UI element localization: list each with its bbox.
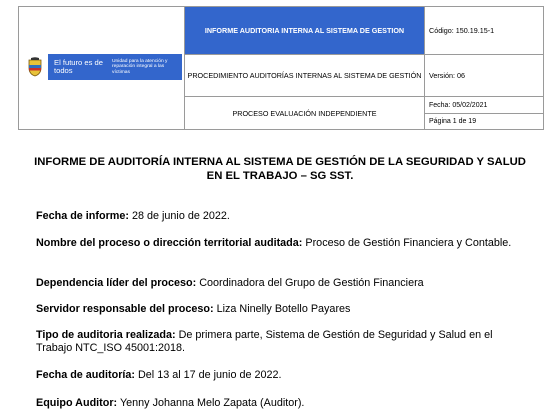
field-label: Servidor responsable del proceso:	[36, 303, 214, 315]
field-value: Del 13 al 17 de junio de 2022.	[135, 369, 282, 381]
logo-cell	[19, 7, 185, 130]
report-title-cell: INFORME AUDITORIA INTERNA AL SISTEMA DE GESTION	[185, 7, 425, 55]
procedure-name: PROCEDIMIENTO AUDITORÍAS INTERNAS AL SISTEMA DE GESTIÓN	[185, 55, 425, 97]
brand-subtitle: Unidad para la atención y reparación integral a las víctimas	[112, 58, 168, 75]
page-number: Página 1 de 19	[425, 113, 543, 129]
field-audit-date	[36, 369, 530, 382]
field-audit-team	[36, 397, 530, 410]
field-label: Dependencia líder del proceso:	[36, 277, 197, 289]
field-audited-process	[36, 237, 530, 250]
field-value: Coordinadora del Grupo de Gestión Financiera	[196, 277, 424, 289]
document-title: INFORME DE AUDITORÍA INTERNA AL SISTEMA DE GESTIÓN DE LA SEGURIDAD Y SALUD EN EL TRABAJO – SG SST.	[34, 156, 526, 182]
process-name: PROCESO EVALUACIÓN INDEPENDIENTE	[185, 97, 425, 130]
field-value: Liza Ninelly Botello Payares	[213, 303, 351, 315]
date-page-cell	[425, 97, 544, 130]
field-report-date	[36, 210, 530, 223]
field-audit-type	[36, 329, 530, 355]
brand-slogan: El futuro es de todos	[54, 58, 103, 75]
document-version: Versión: 06	[425, 55, 544, 97]
field-label: Fecha de informe:	[36, 210, 129, 222]
document-header-table	[18, 6, 544, 130]
coat-of-arms-icon	[22, 54, 48, 80]
document-date: Fecha: 05/02/2021	[429, 101, 488, 109]
document-code: Código: 150.19.15-1	[425, 7, 544, 55]
field-value: De primera parte, Sistema de Gestión de Seguridad y Salud en el Trabajo NTC_ISO 45001:2018.	[36, 329, 493, 354]
field-responsible-server	[36, 303, 530, 316]
field-label: Tipo de auditoria realizada:	[36, 329, 176, 341]
field-value: Proceso de Gestión Financiera y Contable.	[302, 237, 512, 249]
field-label: Equipo Auditor:	[36, 397, 118, 409]
field-value: 28 de junio de 2022.	[129, 210, 230, 222]
field-value: Yenny Johanna Melo Zapata (Auditor).	[117, 397, 305, 409]
field-lead-unit	[36, 277, 530, 290]
field-label: Fecha de auditoría:	[36, 369, 135, 381]
brand-logo	[22, 54, 182, 80]
field-label: Nombre del proceso o dirección territorial auditada:	[36, 237, 303, 249]
